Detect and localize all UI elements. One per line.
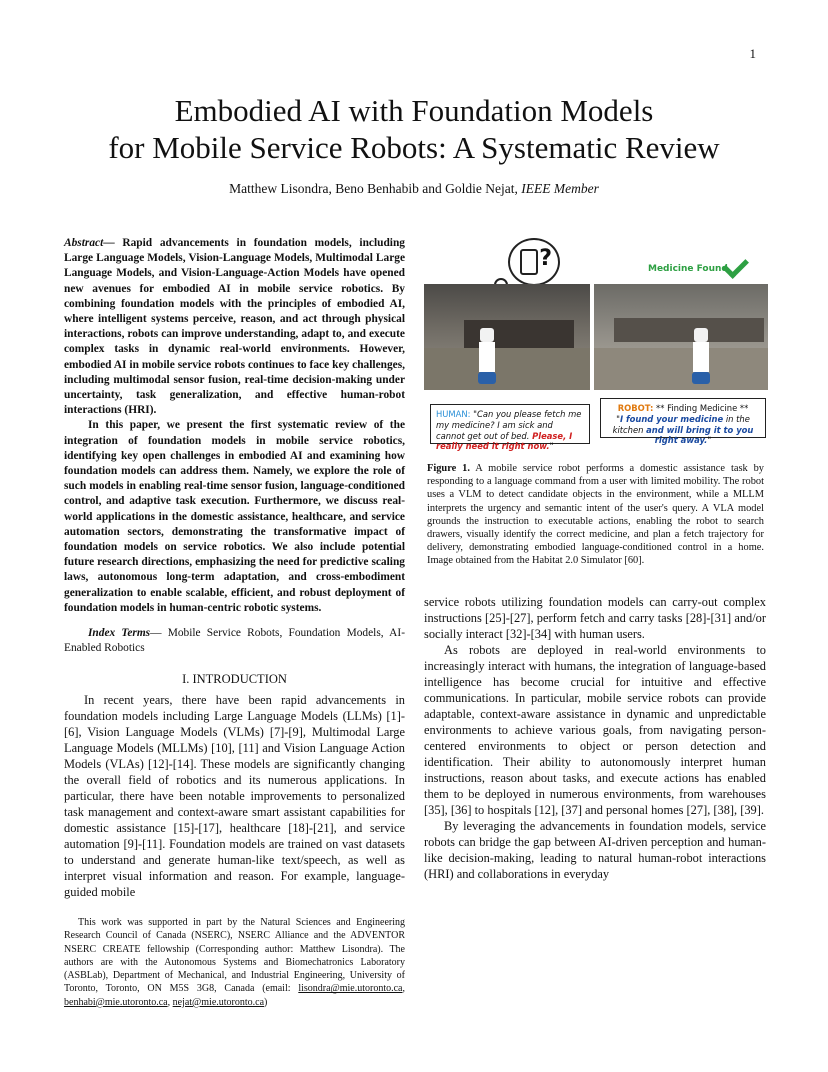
intro-paragraph-1: In recent years, there have been rapid advancements in foundation models including Large Language Models (LLMs) [1]-[6], Vision Language Models (VLMs) [7]-[9], Multimodal Large Language Models (MLLMs) [10], [11] and Vision Language Action Models (VLAs) [12]-[14]. These models are significantly changing the overall field of robotics and its numerous applications. In particular, there have been notable improvements to personalized task management and context-aware smart assistant capabilities for domestic assistance [15]-[17], healthcare [18]-[21], and service automation [9]-[11]. Foundation models are trained on vast datasets to understand and generate human-like text/speech, as well as interpret visual information and reason. For example, language-guided mobile: [64, 693, 405, 899]
figure-1: [424, 238, 768, 452]
question-mark: ?: [539, 246, 552, 271]
abstract-label: Abstract: [64, 237, 104, 249]
human-request: "Can you please fetch me my medicine? I am sick and cannot get out of bed.: [436, 409, 582, 441]
caption-label: Figure 1.: [427, 463, 470, 474]
footnote-email-3[interactable]: nejat@mie.utoronto.ca: [172, 996, 265, 1008]
footnote: [64, 916, 405, 1009]
floor: [424, 348, 590, 390]
human-label: HUMAN:: [436, 409, 471, 419]
paper-title: [0, 92, 828, 166]
human-speech-box: [430, 404, 590, 452]
right-paragraph-3: By leveraging the advancements in foundation models, service robots can bridge the gap between AI-driven perception and human-like decision-making, leading to natural human-robot interactions (HRI) and collaborations in everyday: [424, 819, 766, 881]
checkmark-icon: [722, 252, 749, 279]
introduction-text: [64, 692, 405, 900]
human-urgent: Please, I really need it right now.: [436, 430, 573, 452]
caption-text: A mobile service robot performs a domestic assistance task by responding to a language command from a user with limited mobility. The robot uses a VLM to detect candidate objects in the environment, while a MLLM interprets the urgency and semantic intent of the user's query. A VLA model grounds the instruction to executable actions, enabling the robot to search drawers, visually identify the correct medicine, and plan a fetch trajectory for delivery, demonstrating embodied language-conditioned control in a home. Image obtained from the Habitat 2.0 Simulator [60].: [427, 463, 764, 567]
footnote-separator: ,: [402, 983, 405, 995]
robot-reply-highlight: I found your medicine: [619, 413, 724, 424]
figure-caption: [427, 462, 764, 568]
quote-close: ": [549, 441, 554, 452]
right-paragraph-2: As robots are deployed in real-world environments to increasingly interact with humans, the integration of language-based intelligence has become crucial for intuitive and effective communications. In particular, mobile service robots can provide adaptable, context-aware assistance in dynamic and unpredictable environments to achieve various goals, from navigating person-centered environments to object or person detection and identification. Their ability to autonomously interpret human instructions, reason about tasks, and execute actions has enabled them to be deployed in numerous environments, from warehouses [35], [36] to hospitals [12], [37] and personal homes [27], [38], [39].: [424, 643, 766, 817]
robot-figure: [692, 328, 710, 384]
right-paragraph-1: service robots utilizing foundation models can carry-out complex instructions [25]-[27], perform fetch and carry tasks [28]-[31] and/or socially interact [32]-[34] with human users.: [424, 595, 766, 641]
footnote-text: This work was supported in part by the Natural Sciences and Engineering Research Council of Canada (NSERC), NSERC Alliance and the ADVENTOR NSERC CREATE fellowship (Corresponding author: Matthew Lisondra). The authors are with the Autonomous Systems and Biomechatronics Laboratory (ASBLab), Department of Mechanical, and Industrial Engineering, University of Toronto, Toronto, ON M5S 3G8, Canada (email:: [64, 917, 405, 995]
footnote-email-1[interactable]: lisondra@mie.utoronto.ca: [298, 983, 403, 995]
robot-speech-box: [600, 398, 766, 446]
index-terms: [64, 626, 405, 656]
abstract-paragraph-1: — Rapid advancements in foundation models, including Large Language Models, Vision-Language Models, Multimodal Large Language Models, and Vision-Language-Action Models have opened new avenues for embodied AI in mobile service robotics. By combining foundation models with the principles of embodied AI, where intelligent systems perceive, reason, and act through physical interactions, robots can improve understanding, adapt to, and execute complex tasks in dynamic real-world environments. However, embodied AI in mobile service robots continues to face key challenges, including multimodal sensor fusion, real-time decision-making under uncertainty, task generalization, and effective human-robot interactions (HRI).: [64, 237, 405, 417]
medicine-found-label: Medicine Found: [648, 264, 728, 274]
index-terms-text: — Mobile Service Robots, Foundation Models, AI-Enabled Robotics: [64, 627, 405, 655]
medicine-bottle-icon: [520, 249, 538, 275]
index-terms-label: Index Terms: [88, 627, 151, 639]
floor: [594, 348, 768, 390]
robot-figure: [478, 328, 496, 384]
kitchen-counter: [614, 318, 764, 342]
footnote-separator: ,: [167, 996, 173, 1008]
title-line-1: Embodied AI with Foundation Models: [174, 93, 654, 128]
quote-open: ": [616, 413, 620, 424]
quote-close: ": [707, 435, 712, 446]
author-names: Matthew Lisondra, Beno Benhabib and Goldie Nejat,: [229, 181, 522, 196]
abstract-paragraph-2: In this paper, we present the first systematic review of the integration of foundation models in mobile service robotics, identifying key open challenges in embodied AI and examining how foundation models can address them. Namely, we explore the role of such models in enabling real-time sensor fusion, language-conditioned control, and adaptive task execution. Furthermore, we discuss real-world applications in the domestic assistance, healthcare, and service automation sectors, demonstrating the transformative impact of foundation models on service robotics. We also include potential future research directions, emphasizing the need for predictive scaling laws, autonomous long-term adaptation, and cross-embodiment generalization to enable scalable, efficient, and robust deployment of foundation models in human-centric robotic systems.: [64, 419, 405, 614]
page-number: 1: [749, 46, 756, 61]
robot-reply-highlight-2: and will bring it to you right away.: [646, 424, 754, 446]
simulation-scene-left: [424, 284, 590, 390]
abstract: [64, 236, 405, 616]
simulation-scene-right: [594, 284, 768, 390]
section-heading: I. INTRODUCTION: [182, 672, 287, 686]
title-line-2: for Mobile Service Robots: A Systematic Review: [108, 130, 720, 165]
right-column-text: [424, 594, 766, 882]
footnote-email-2[interactable]: benhabi@mie.utoronto.ca: [64, 996, 168, 1008]
author-affiliation: IEEE Member: [521, 181, 599, 196]
robot-status: ** Finding Medicine **: [653, 403, 749, 413]
author-line: [0, 181, 828, 197]
robot-label: ROBOT:: [617, 403, 654, 413]
footnote-end: ): [264, 996, 268, 1008]
robot-reply: in the kitchen: [612, 413, 750, 435]
thought-bubble: [508, 238, 560, 286]
